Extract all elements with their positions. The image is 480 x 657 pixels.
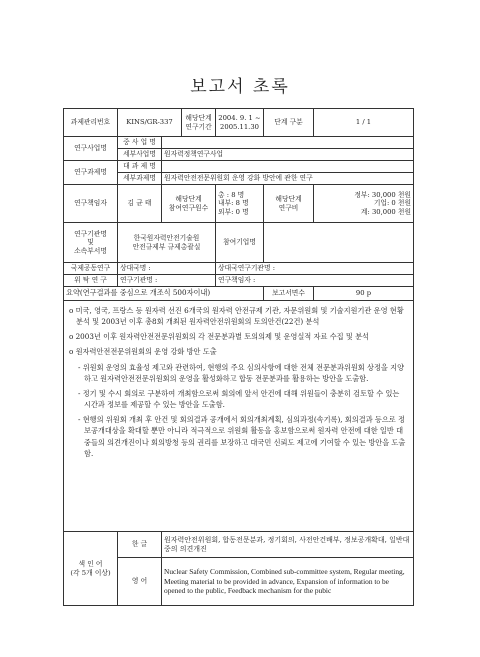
pages-label: 보고서면수 xyxy=(264,287,314,301)
summary-point-1: o 미국, 영국, 프랑스 등 원자력 선진 6개국의 원자력 안전규제 기관, 자문위원회 및 기술지원기관 운영 현황 분석 및 2003년 이후 총8회 개최된 원자력안전위원회의 토의안건(22건) 분석 xyxy=(69,306,404,327)
period-end: 2005.11.30 xyxy=(220,122,259,131)
big-task-value xyxy=(162,161,414,173)
summary-label: 요약(연구결과를 중심으로 개조식 500자이내) xyxy=(64,287,264,301)
keywords-label-line1: 색 인 어 xyxy=(78,560,103,569)
org-label-line3: 소속부서명 xyxy=(74,246,107,255)
summary-sub-point-3: - 현행의 위원회 개최 후 안건 및 회의결과 공개에서 회의개최계획, 심의과정(속기록), 회의결과 등으로 정보공개대상을 확대할 뿐만 아니라 적극적으로 위원회 활동을 홍보함으로써 원자력 안전에 대한 일반 대중들의 의견개진이나 회의방청 등의 권리를 보장하고 대국민 신뢰도 제고에 기여할 수 있는 방안을 도출함. xyxy=(78,415,406,458)
intl-label: 국제공동연구 xyxy=(64,263,118,275)
summary-sub-point-1: - 위원회 운영의 효율성 제고와 관련하여, 현행의 주요 심의사항에 대한 전체 전문분과위원회 상정을 지양하고 원자력안전전문위원회의 운영을 활성화하고 합동 전문분과를 활용하는 방안을 도출함. xyxy=(78,362,405,383)
summary-sub-point-2: - 정기 및 수시 회의로 구분하여 개최함으로써 회의에 앞서 안건에 대해 위원들이 충분히 검토할 수 있는 시간과 정보를 제공할 수 있는 방안을 도출함. xyxy=(78,388,400,410)
keywords-korean-label: 한 글 xyxy=(118,532,162,558)
people-label-line1: 해당단계 xyxy=(175,195,202,204)
pages-value: 90 p xyxy=(314,287,414,301)
task-label: 연구과제명 xyxy=(64,161,118,185)
period-label-line1: 해당단계 xyxy=(185,114,212,123)
period-value xyxy=(216,109,264,137)
intl-partner: 상대국명 : xyxy=(118,263,216,275)
summary-point-2: o 2003년 이후 원자력안전전문위원회의 각 전문분과별 토의의제 및 운영실적 자료 수집 및 분석 xyxy=(69,332,369,342)
people-label xyxy=(162,185,216,223)
org-label xyxy=(64,223,118,263)
big-task-label: 대 과 제 명 xyxy=(118,161,162,173)
detail-program-value: 원자력정책연구사업 xyxy=(162,149,414,161)
program-label: 연구사업명 xyxy=(64,137,118,161)
summary-body xyxy=(64,301,414,532)
period-label-line2: 연구기간 xyxy=(185,122,212,131)
keywords-label xyxy=(64,532,118,606)
keywords-english-value: Nuclear Safety Commission, Combined sub-committee system, Regular meeting, Meeting material to be provided in advance, Expansion of information to be opened to the public, Feedback mechanism for the pubic xyxy=(162,558,414,606)
report-abstract-form xyxy=(63,108,414,606)
page-title: 보고서 초록 xyxy=(190,77,290,97)
intl-partner-org: 상대국연구기관명 : xyxy=(216,263,414,275)
people-label-line2: 참여연구원수 xyxy=(168,203,209,212)
commission-label: 위 탁 연 구 xyxy=(64,275,118,287)
people-external: 외부: 0 명 xyxy=(218,207,249,216)
period-start: 2004. 9. 1 ~ xyxy=(218,114,261,123)
summary-point-3: o 원자력안전전문위원회의 운영 강화 방안 도출 xyxy=(69,347,217,357)
participant-label: 참여기업명 xyxy=(216,223,264,263)
people-total: 총 : 8 명 xyxy=(218,191,245,200)
researcher-label: 연구책임자 xyxy=(64,185,118,223)
cost-total: 계: 30,000 천원 xyxy=(360,207,412,216)
project-code-label: 과제관리번호 xyxy=(64,109,118,137)
cost-label-line2: 연구비 xyxy=(278,203,299,212)
cost-label xyxy=(264,185,314,223)
org-name-line1: 한국원자력안전기술원 xyxy=(133,234,200,243)
commission-lead: 연구책임자 : xyxy=(216,275,414,287)
cost-company: 기업: 0 천원 xyxy=(373,199,412,208)
period-label xyxy=(182,109,216,137)
stage-value: 1 / 1 xyxy=(314,109,414,137)
org-label-line2: 및 xyxy=(87,238,94,247)
researcher-name: 김 균 태 xyxy=(118,185,162,223)
cost-government: 정부: 30,000 천원 xyxy=(354,191,412,200)
cost-label-line1: 해당단계 xyxy=(275,195,302,204)
stage-label: 단계 구분 xyxy=(264,109,314,137)
org-name xyxy=(118,223,216,263)
keywords-label-line2: (각 5개 이상) xyxy=(70,568,111,577)
detail-task-value: 원자력안전전문위원회 운영 강화 방안에 관한 연구 xyxy=(162,173,414,185)
keywords-korean-value: 원자력안전위원회, 합동전문분과, 정기회의, 사전안건배부, 정보공개확대, 일반대중의 의견개진 xyxy=(162,532,414,558)
participant-value xyxy=(264,223,414,263)
people-internal: 내부: 8 명 xyxy=(218,199,249,208)
mid-program-value xyxy=(162,137,414,149)
project-code: KINS/GR-337 xyxy=(118,109,182,137)
mid-program-label: 중 사 업 명 xyxy=(118,137,162,149)
keywords-english-label: 영 어 xyxy=(118,558,162,606)
cost-values xyxy=(314,185,414,223)
org-label-line1: 연구기관명 xyxy=(74,230,107,239)
commission-org: 연구기관명 : xyxy=(118,275,216,287)
org-name-line2: 안전규제부 규제총괄실 xyxy=(132,242,201,251)
detail-program-label: 세부사업명 xyxy=(118,149,162,161)
people-counts xyxy=(216,185,264,223)
detail-task-label: 세부과제명 xyxy=(118,173,162,185)
